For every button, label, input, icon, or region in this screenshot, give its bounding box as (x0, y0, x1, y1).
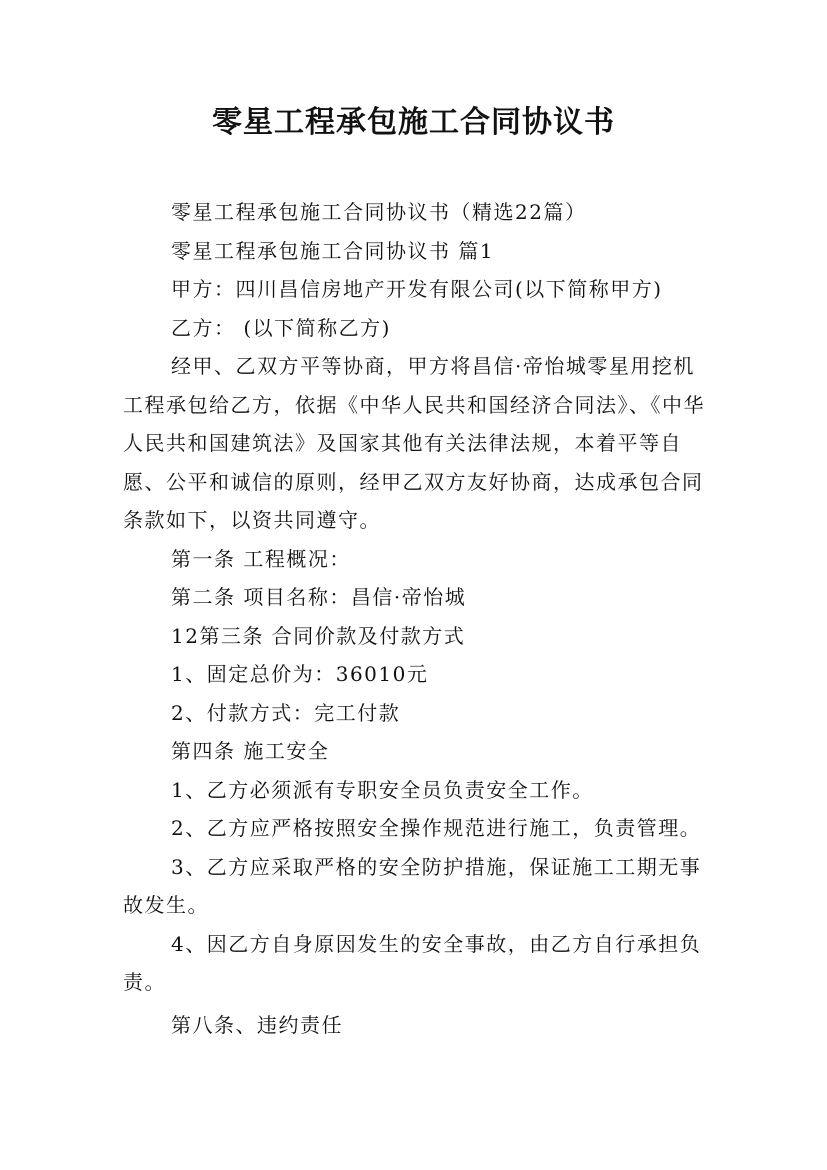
paragraph-article-2: 第二条 项目名称：昌信·帝怡城 (171, 585, 467, 609)
paragraph-party-a: 甲方：四川昌信房地产开发有限公司(以下简称甲方) (171, 277, 663, 301)
paragraph-article-4: 第四条 施工安全 (171, 739, 330, 763)
paragraph-article-3: 12第三条 合同价款及付款方式 (171, 623, 466, 648)
paragraph-safety-3: 3、乙方应采取严格的安全防护措施，保证施工工期无事故发生。 (123, 854, 702, 917)
paragraph-article-8: 第八条、违约责任 (171, 1012, 343, 1037)
paragraph-safety-4: 4、因乙方自身原因发生的安全事故，由乙方自行承担负责。 (123, 931, 702, 994)
paragraph-subtitle: 零星工程承包施工合同协议书（精选22篇） (171, 200, 587, 224)
document-title: 零星工程承包施工合同协议书 (212, 105, 615, 140)
paragraph-article-1: 第一条 工程概况： (171, 546, 351, 571)
paragraph-preamble: 经甲、乙双方平等协商，甲方将昌信·帝怡城零星用挖机工程承包给乙方，依据《中华人民共和国经济合同法》、《中华人民共和国建筑法》及国家其他有关法律法规，本着平等自愿、公平和诚信的原则，经甲乙双方友好协商，达成承包合同条款如下，以资共同遵守。 (123, 354, 705, 532)
paragraph-payment-method: 2、付款方式：完工付款 (171, 700, 401, 725)
paragraph-safety-2: 2、乙方应严格按照安全操作规范进行施工，负责管理。 (171, 816, 702, 840)
paragraph-section-heading: 零星工程承包施工合同协议书 篇1 (171, 238, 495, 263)
paragraph-fixed-price: 1、固定总价为：36010元 (171, 662, 429, 686)
paragraph-safety-1: 1、乙方必须派有专职安全员负责安全工作。 (171, 777, 594, 802)
paragraph-party-b: 乙方： (以下简称乙方) (171, 315, 391, 340)
document-body (123, 193, 705, 1044)
